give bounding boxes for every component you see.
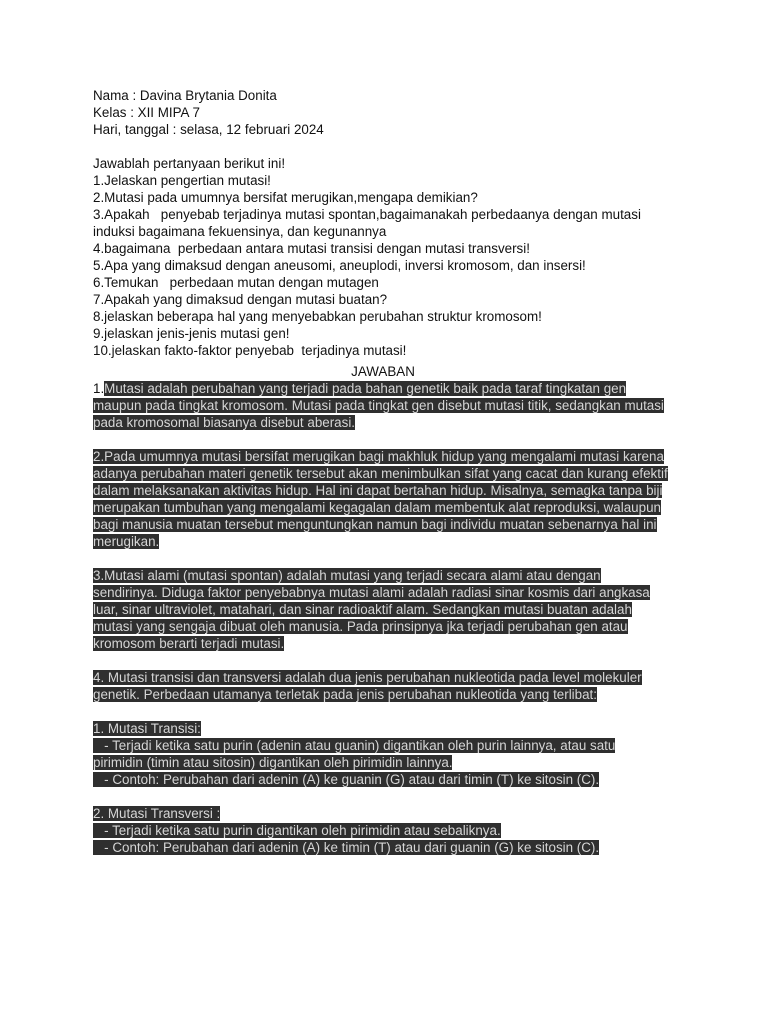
transversi-title xyxy=(93,805,683,822)
answer-3-line-2 xyxy=(93,584,683,601)
transversi-line-2 xyxy=(93,839,683,856)
spacer xyxy=(93,138,683,155)
answer-2-line-5 xyxy=(93,516,683,533)
answer-3-text-1: 3.Mutasi alami (mutasi spontan) adalah mutasi yang terjadi secara alami atau dengan xyxy=(93,568,601,583)
spacer xyxy=(93,703,683,720)
answer-4-line-1 xyxy=(93,669,683,686)
answer-3-text-5: kromosom berarti terjadi mutasi. xyxy=(93,636,285,651)
transversi-line-1 xyxy=(93,822,683,839)
answer-1-text-3: pada kromosomal biasanya disebut aberasi. xyxy=(93,415,356,430)
spacer xyxy=(93,788,683,805)
answer-2-line-2 xyxy=(93,465,683,482)
question-3-line-1: 3.Apakah penyebab terjadinya mutasi spontan,bagaimanakah perbedaanya dengan mutasi xyxy=(93,207,641,222)
spacer xyxy=(93,431,683,448)
question-10: 10.jelaskan fakto-faktor penyebab terjadinya mutasi! xyxy=(93,343,407,358)
question-2: 2.Mutasi pada umumnya bersifat merugikan,mengapa demikian? xyxy=(93,190,478,205)
questions-intro: Jawablah pertanyaan berikut ini! xyxy=(93,156,286,171)
transisi-text-3: - Contoh: Perubahan dari adenin (A) ke guanin (G) atau dari timin (T) ke sitosin (C). xyxy=(93,772,600,787)
student-class: Kelas : XII MIPA 7 xyxy=(93,105,200,120)
question-7: 7.Apakah yang dimaksud dengan mutasi buatan? xyxy=(93,292,388,307)
answer-3-line-5 xyxy=(93,635,683,652)
student-name: Nama : Davina Brytania Donita xyxy=(93,88,277,103)
answer-3-text-4: mutasi yang sengaja dibuat oleh manusia. Pada prinsipnya jka terjadi perubahan gen atau xyxy=(93,619,628,634)
answer-3-text-3: luar, sinar ultraviolet, matahari, dan sinar radioaktif alam. Sedangkan mutasi buatan adalah xyxy=(93,602,632,617)
answer-2-text-6: merugikan. xyxy=(93,534,160,549)
answer-1-line-3 xyxy=(93,414,683,431)
answer-1-line-2 xyxy=(93,397,683,414)
transisi-text-1: - Terjadi ketika satu purin (adenin atau guanin) digantikan oleh purin lainnya, atau satu xyxy=(93,738,616,753)
answer-2-text-1: 2.Pada umumnya mutasi bersifat merugikan bagi makhluk hidup yang mengalami mutasi karena xyxy=(93,449,664,464)
answer-4-text-1: 4. Mutasi transisi dan transversi adalah dua jenis perubahan nukleotida pada level molekuler xyxy=(93,670,642,685)
transisi-line-3 xyxy=(93,771,683,788)
answers-heading: JAWABAN xyxy=(351,364,415,379)
answer-3-line-4 xyxy=(93,618,683,635)
answer-2-line-1 xyxy=(93,448,683,465)
answer-1-text-2: maupun pada tingkat kromosom. Mutasi pada tingkat gen disebut mutasi titik, sedangkan mutasi xyxy=(93,398,664,413)
answer-2-text-3: dalam melaksanakan aktivitas hidup. Hal ini dapat bertahan hidup. Misalnya, semagka tanpa biji xyxy=(93,483,663,498)
transisi-title-text: 1. Mutasi Transisi: xyxy=(93,721,201,736)
answer-2-line-4 xyxy=(93,499,683,516)
answer-3-line-1 xyxy=(93,567,683,584)
question-4: 4.bagaimana perbedaan antara mutasi transisi dengan mutasi transversi! xyxy=(93,241,530,256)
student-header xyxy=(93,87,683,138)
answer-3-line-3 xyxy=(93,601,683,618)
question-3-line-2: induksi bagaimana fekuensinya, dan kegunannya xyxy=(93,224,387,239)
answer-4-text-2: genetik. Perbedaan utamanya terletak pada jenis perubahan nukleotida yang terlibat: xyxy=(93,687,597,702)
transisi-line-2 xyxy=(93,754,683,771)
transisi-title xyxy=(93,720,683,737)
transversi-text-2: - Contoh: Perubahan dari adenin (A) ke timin (T) atau dari guanin (G) ke sitosin (C). xyxy=(93,840,600,855)
answer-2-text-2: adanya perubahan materi genetik tersebut akan menimbulkan sifat yang cacat dan kurang efektif xyxy=(93,466,668,481)
answer-list xyxy=(93,380,683,856)
spacer xyxy=(93,550,683,567)
question-list xyxy=(93,155,683,359)
answer-4-line-2 xyxy=(93,686,683,703)
answer-2-text-4: merupakan tumbuhan yang mengalami kegagalan dalam membentuk alat reproduksi, walaupun xyxy=(93,500,661,515)
question-9: 9.jelaskan jenis-jenis mutasi gen! xyxy=(93,326,290,341)
answer-1-line-1 xyxy=(93,380,683,397)
question-8: 8.jelaskan beberapa hal yang menyebabkan perubahan struktur kromosom! xyxy=(93,309,542,324)
answer-2-text-5: bagi manusia muatan tersebut menguntungkan namun bagi individu muatan sebenarnya hal ini xyxy=(93,517,657,532)
document-page xyxy=(93,87,683,856)
transversi-text-1: - Terjadi ketika satu purin digantikan oleh pirimidin atau sebaliknya. xyxy=(93,823,501,838)
answer-2-line-3 xyxy=(93,482,683,499)
transisi-line-1 xyxy=(93,737,683,754)
spacer xyxy=(93,652,683,669)
answer-3-text-2: sendirinya. Diduga faktor penyebabnya mutasi alami adalah radiasi sinar kosmis dari angkasa xyxy=(93,585,650,600)
question-6: 6.Temukan perbedaan mutan dengan mutagen xyxy=(93,275,379,290)
answer-2-line-6 xyxy=(93,533,683,550)
question-5: 5.Apa yang dimaksud dengan aneusomi, aneuplodi, inversi kromosom, dan insersi! xyxy=(93,258,586,273)
answer-1-text: Mutasi adalah perubahan yang terjadi pada bahan genetik baik pada taraf tingkatan gen xyxy=(104,381,627,396)
transisi-text-2: pirimidin (timin atau sitosin) digantikan oleh pirimidin lainnya. xyxy=(93,755,453,770)
answer-1-number: 1. xyxy=(93,381,105,396)
transversi-title-text: 2. Mutasi Transversi : xyxy=(93,806,221,821)
question-1: 1.Jelaskan pengertian mutasi! xyxy=(93,173,271,188)
date-line: Hari, tanggal : selasa, 12 februari 2024 xyxy=(93,122,324,137)
